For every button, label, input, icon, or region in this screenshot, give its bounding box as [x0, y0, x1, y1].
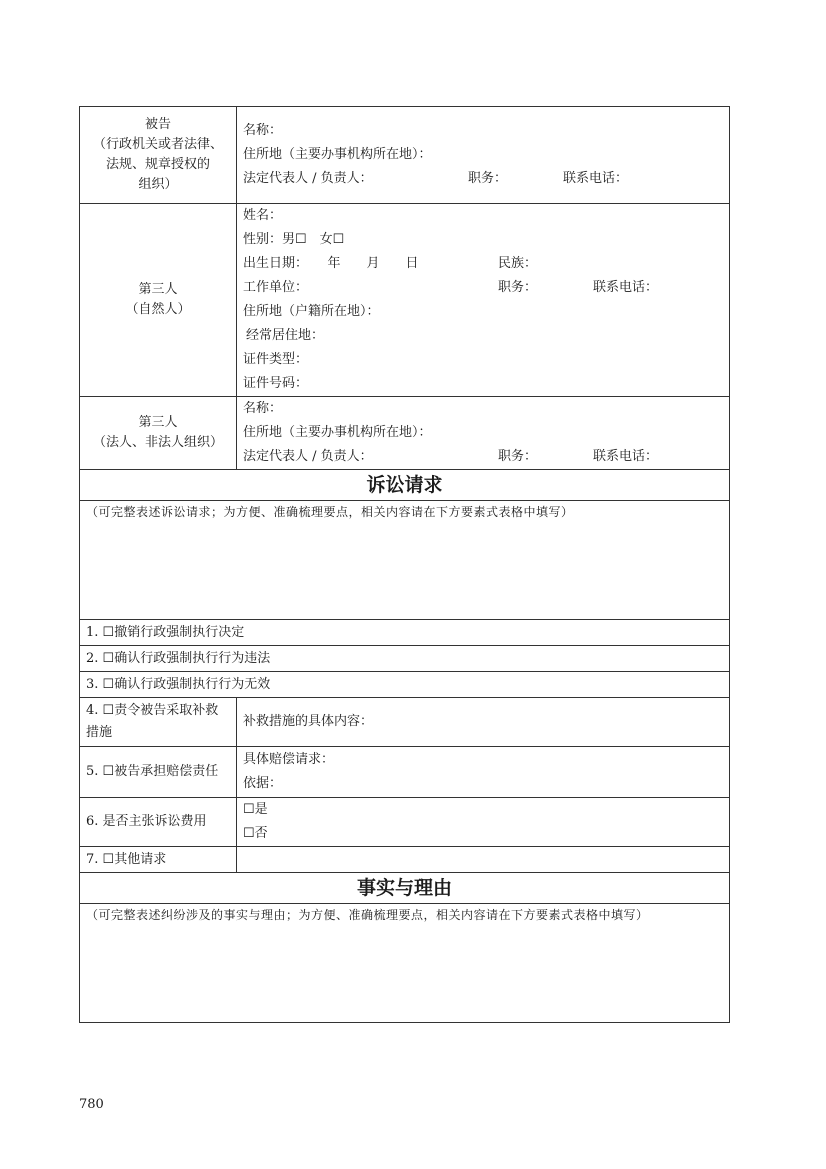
- complaint-form-table: [79, 106, 730, 1023]
- page-number: 780: [79, 1097, 104, 1112]
- claim-costs-label: 6. 是否主张诉讼费用: [80, 798, 237, 847]
- org-address-field[interactable]: 住所地（主要办事机构所在地）：: [243, 425, 432, 440]
- claim-costs-yes-checkbox[interactable]: ☐是: [243, 802, 268, 817]
- facts-free-text-area[interactable]: [80, 904, 730, 1023]
- claim-remedy-label-line: 措施: [86, 725, 113, 740]
- third-party-natural-fields[interactable]: [237, 204, 730, 397]
- third-party-org-fields[interactable]: [237, 397, 730, 470]
- defendant-label: [80, 107, 237, 204]
- claim-remedy-label-line: 4. ☐责令被告采取补救: [86, 703, 219, 718]
- claim-compensation-label[interactable]: 5. ☐被告承担赔偿责任: [80, 747, 237, 798]
- claim-item-2[interactable]: 2. ☐确认行政强制执行行为违法: [80, 646, 730, 672]
- tp-id-number-field[interactable]: 证件号码：: [243, 376, 309, 391]
- defendant-label-line: 组织）: [138, 177, 178, 192]
- claim-item-row: [80, 620, 730, 646]
- claims-note-row: [80, 501, 730, 620]
- defendant-fields[interactable]: [237, 107, 730, 204]
- tp-phone-field[interactable]: 联系电话：: [593, 280, 659, 295]
- tp-birth-field[interactable]: 出生日期： 年 月 日: [243, 256, 419, 271]
- claim-other-row: [80, 847, 730, 873]
- tp-id-type-field[interactable]: 证件类型：: [243, 352, 309, 367]
- tp-name-field[interactable]: 姓名：: [243, 208, 283, 223]
- third-party-natural-label: [80, 204, 237, 397]
- org-name-field[interactable]: 名称：: [243, 401, 283, 416]
- defendant-label-line: （行政机关或者法律、: [92, 137, 223, 152]
- third-party-natural-label-line: 第三人: [138, 282, 178, 297]
- claim-costs-row: [80, 798, 730, 847]
- third-party-org-label: [80, 397, 237, 470]
- claim-compensation-basis-field[interactable]: 依据：: [243, 776, 283, 791]
- claim-remedy-row: [80, 698, 730, 747]
- tp-residence-field[interactable]: 经常居住地：: [246, 328, 325, 343]
- claim-compensation-row: [80, 747, 730, 798]
- tp-employer-field[interactable]: 工作单位：: [243, 280, 309, 295]
- defendant-position-field[interactable]: 职务：: [468, 171, 508, 186]
- org-phone-field[interactable]: 联系电话：: [593, 449, 659, 464]
- facts-note: （可完整表述纠纷涉及的事实与理由；为方便、准确梳理要点，相关内容请在下方要素式表格中填写）: [86, 908, 649, 922]
- defendant-label-line: 被告: [144, 117, 171, 132]
- claims-note: （可完整表述诉讼请求；为方便、准确梳理要点，相关内容请在下方要素式表格中填写）: [86, 505, 574, 519]
- third-party-org-row: [80, 397, 730, 470]
- tp-position-field[interactable]: 职务：: [498, 280, 538, 295]
- facts-note-row: [80, 904, 730, 1023]
- third-party-natural-label-line: （自然人）: [125, 302, 191, 317]
- defendant-phone-field[interactable]: 联系电话：: [563, 171, 629, 186]
- defendant-name-field[interactable]: 名称：: [243, 123, 283, 138]
- claim-compensation-fields[interactable]: [237, 747, 730, 798]
- org-legal-rep-field[interactable]: 法定代表人 / 负责人：: [243, 449, 373, 464]
- facts-title-row: [80, 873, 730, 904]
- claim-remedy-label[interactable]: [80, 698, 237, 747]
- claim-other-field[interactable]: [237, 847, 730, 873]
- tp-gender-field[interactable]: 性别：男☐ 女☐: [243, 232, 345, 247]
- tp-ethnicity-field[interactable]: 民族：: [498, 256, 538, 271]
- third-party-org-label-line: （法人、非法人组织）: [92, 435, 223, 450]
- claim-costs-no-checkbox[interactable]: ☐否: [243, 826, 268, 841]
- claims-title: 诉讼请求: [80, 470, 730, 501]
- claim-remedy-content-field[interactable]: 补救措施的具体内容：: [237, 698, 730, 747]
- defendant-legal-rep-field[interactable]: 法定代表人 / 负责人：: [243, 171, 373, 186]
- claim-costs-options: [237, 798, 730, 847]
- facts-title: 事实与理由: [80, 873, 730, 904]
- org-position-field[interactable]: 职务：: [498, 449, 538, 464]
- claim-item-row: [80, 672, 730, 698]
- defendant-address-field[interactable]: 住所地（主要办事机构所在地）：: [243, 147, 432, 162]
- defendant-label-line: 法规、规章授权的: [105, 157, 210, 172]
- claim-item-1[interactable]: 1. ☐撤销行政强制执行决定: [80, 620, 730, 646]
- claim-item-3[interactable]: 3. ☐确认行政强制执行行为无效: [80, 672, 730, 698]
- claim-compensation-request-field[interactable]: 具体赔偿请求：: [243, 752, 335, 767]
- defendant-row: [80, 107, 730, 204]
- third-party-org-label-line: 第三人: [138, 415, 178, 430]
- claims-title-row: [80, 470, 730, 501]
- claims-free-text-area[interactable]: [80, 501, 730, 620]
- claim-item-row: [80, 646, 730, 672]
- claim-other-label[interactable]: 7. ☐其他请求: [80, 847, 237, 873]
- third-party-natural-row: [80, 204, 730, 397]
- tp-domicile-field[interactable]: 住所地（户籍所在地）：: [243, 304, 380, 319]
